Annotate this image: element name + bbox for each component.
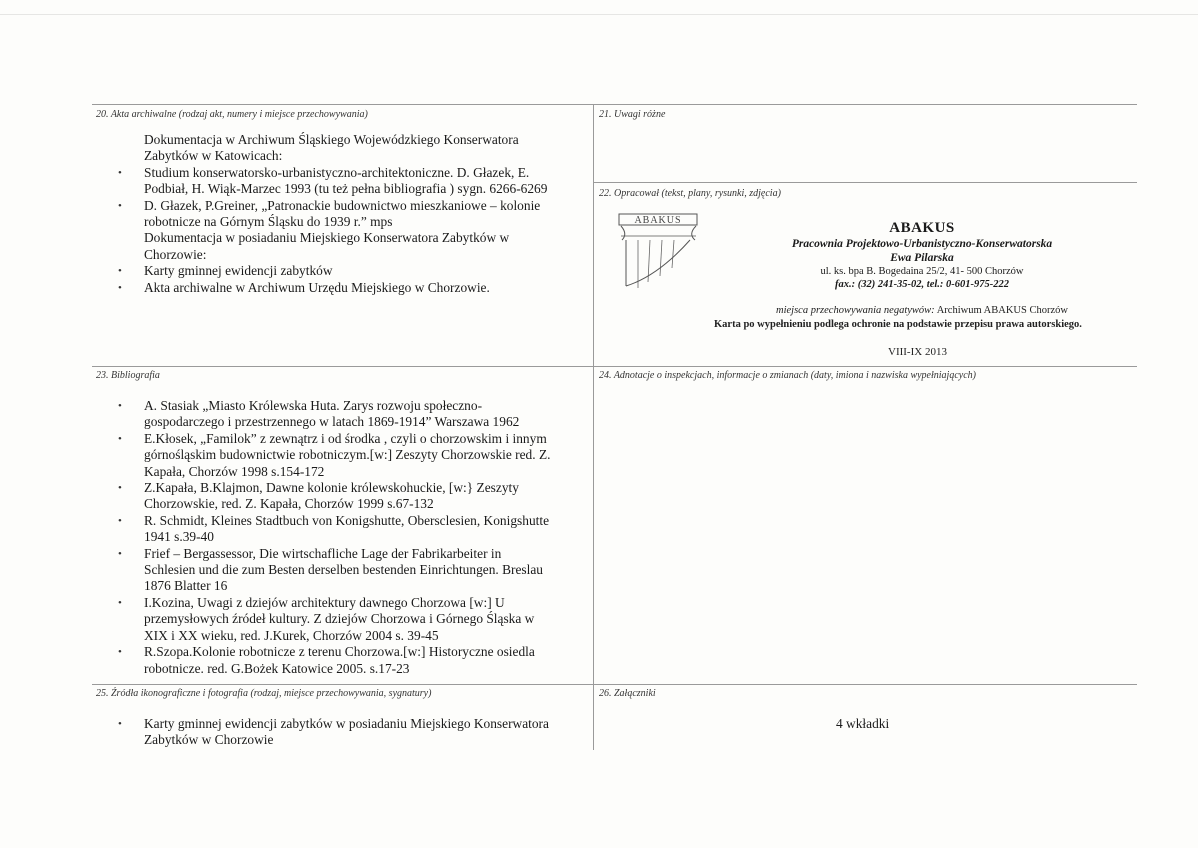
s20-line: Chorzowie: [144, 246, 207, 262]
rule-top [92, 104, 1137, 105]
section-22-caption: 22. Opracował (tekst, plany, rysunki, zdjęcia) [599, 188, 781, 199]
company-person: Ewa Pilarska [890, 252, 954, 264]
section-21-caption: 21. Uwagi różne [599, 109, 666, 120]
section-24-caption: 24. Adnotacje o inspekcjach, informacje o zmianach (daty, imiona i nazwiska wypełniających) [599, 370, 976, 381]
bullet-icon: • [118, 166, 122, 179]
section-23-body [118, 398, 551, 677]
bullet-icon: • [118, 718, 122, 730]
s23-line: XIX i XX wieku, red. J.Kurek, Chorzów 2004 s. 39-45 [144, 627, 439, 643]
form-table [92, 104, 1137, 750]
negatives-label: miejsca przechowywania negatywów: [776, 305, 935, 316]
bullet-icon: • [118, 482, 122, 495]
s20-list-item: • Akta archiwalne w Archiwum Urzędu Miejskiego w Chorzowie. [118, 279, 490, 295]
s20-list-item: • D. Głazek, P.Greiner, „Patronackie budownictwo mieszkaniowe – kolonie [118, 197, 541, 213]
bullet-icon: • [118, 281, 122, 294]
bullet-icon: • [118, 646, 122, 659]
company-name: ABAKUS [889, 220, 955, 236]
rule-row2-top [92, 366, 1137, 367]
bullet-icon: • [118, 596, 122, 609]
bullet-icon: • [118, 547, 122, 560]
section-25-caption: 25. Źródła ikonograficzne i fotografia (rodzaj, miejsce przechowywania, sygnatury) [96, 688, 432, 699]
s23-line: 1876 Blatter 16 [144, 578, 228, 594]
s23-list-item: • I.Kozina, Uwagi z dziejów architektury dawnego Chorzowa [w:] U [118, 594, 505, 610]
abakus-stamp [712, 220, 1132, 291]
s25-line: Zabytków w Chorzowie [144, 732, 274, 748]
s23-line: Chorzowskie, red. Z. Kapała, Chorzów 1999 s.67-132 [144, 496, 434, 512]
s20-line: Podbiał, H. Wiąk-Marzec 1993 (tu też pełna bibliografia ) sygn. 6266-6269 [144, 181, 548, 197]
s20-line: Dokumentacja w posiadaniu Miejskiego Konserwatora Zabytków w [144, 230, 510, 246]
section-26-caption: 26. Załączniki [599, 688, 656, 699]
section-23-caption: 23. Bibliografia [96, 370, 160, 381]
copyright-notice: Karta po wypełnieniu podlega ochronie na podstawie przepisu prawa autorskiego. [714, 319, 1082, 330]
rule-row3-top [92, 684, 1137, 685]
bullet-icon: • [118, 514, 122, 527]
company-subtitle: Pracownia Projektowo-Urbanistyczno-Konserwatorska [791, 238, 1053, 250]
s23-list-item: • Z.Kapała, B.Klajmon, Dawne kolonie królewskohuckie, [w:} Zeszyty [118, 480, 519, 496]
s23-list-item: • E.Kłosek, „Familok” z zewnątrz i od środka , czyli o chorzowskim i innym [118, 430, 547, 446]
bullet-icon: • [118, 199, 122, 212]
negatives-value: Archiwum ABAKUS Chorzów [934, 305, 1068, 316]
s23-line: robotnicze. red. G.Bożek Katowice 2005. s.17-23 [144, 660, 410, 676]
s20-line: robotnicze na Górnym Śląsku do 1939 r.” mps [144, 214, 393, 230]
rule-s22-top [593, 182, 1137, 183]
bullet-icon: • [118, 265, 122, 278]
s23-list-item: • Frief – Bergassessor, Die wirtschafliche Lage der Fabrikarbeiter in [118, 545, 502, 561]
s20-list-item: • Studium konserwatorsko-urbanistyczno-architektoniczne. D. Głazek, E. [118, 164, 530, 180]
date: VIII-IX 2013 [888, 346, 947, 358]
company-address: ul. ks. bpa B. Bogedaina 25/2, 41- 500 Chorzów [820, 266, 1024, 277]
scan-mark [0, 14, 1198, 15]
company-contact: fax.: (32) 241-35-02, tel.: 0-601-975-222 [834, 279, 1010, 290]
rule-center [593, 104, 594, 750]
section-25-body [118, 716, 549, 749]
s20-line: Dokumentacja w Archiwum Śląskiego Wojewódzkiego Konserwatora [144, 132, 519, 147]
abakus-logo [618, 212, 700, 292]
s23-line: gospodarczego i przestrzennego w latach 1869-1914” Warszawa 1962 [144, 414, 520, 430]
s23-list-item: • R. Schmidt, Kleines Stadtbuch von Konigshutte, Obersclesien, Konigshutte [118, 512, 550, 528]
bullet-icon: • [118, 400, 122, 412]
s23-list-item: • R.Szopa.Kolonie robotnicze z terenu Chorzowa.[w:] Historyczne osiedla [118, 644, 535, 660]
attachments-value: 4 wkładki [836, 716, 890, 731]
logo-text: ABAKUS [634, 215, 682, 226]
s23-line: Kapała, Chorzów 1998 s.154-172 [144, 463, 325, 479]
s23-line: 1941 s.39-40 [144, 529, 214, 545]
s20-line: Zabytków w Katowicach: [144, 148, 283, 164]
s20-list-item: • Karty gminnej ewidencji zabytków [118, 263, 333, 279]
s25-list-item: • Karty gminnej ewidencji zabytków w posiadaniu Miejskiego Konserwatora [118, 716, 549, 731]
s23-line: przemysłowych źródeł kultury. Z dziejów Chorzowa i Górnego Śląska w [144, 611, 535, 627]
negatives-storage [712, 305, 1132, 316]
s23-line: górnośląskim budownictwie robotniczym.[w:] Zeszyty Chorzowskie red. Z. [144, 447, 551, 463]
s23-list-item: • A. Stasiak „Miasto Królewska Huta. Zarys rozwoju społeczno- [118, 398, 483, 413]
section-20-caption: 20. Akta archiwalne (rodzaj akt, numery i miejsce przechowywania) [96, 109, 368, 120]
section-20-body [118, 132, 548, 296]
bullet-icon: • [118, 432, 122, 445]
s23-line: Schlesien und die zum Besten derselben bestenden Einrichtungen. Breslau [144, 562, 544, 578]
